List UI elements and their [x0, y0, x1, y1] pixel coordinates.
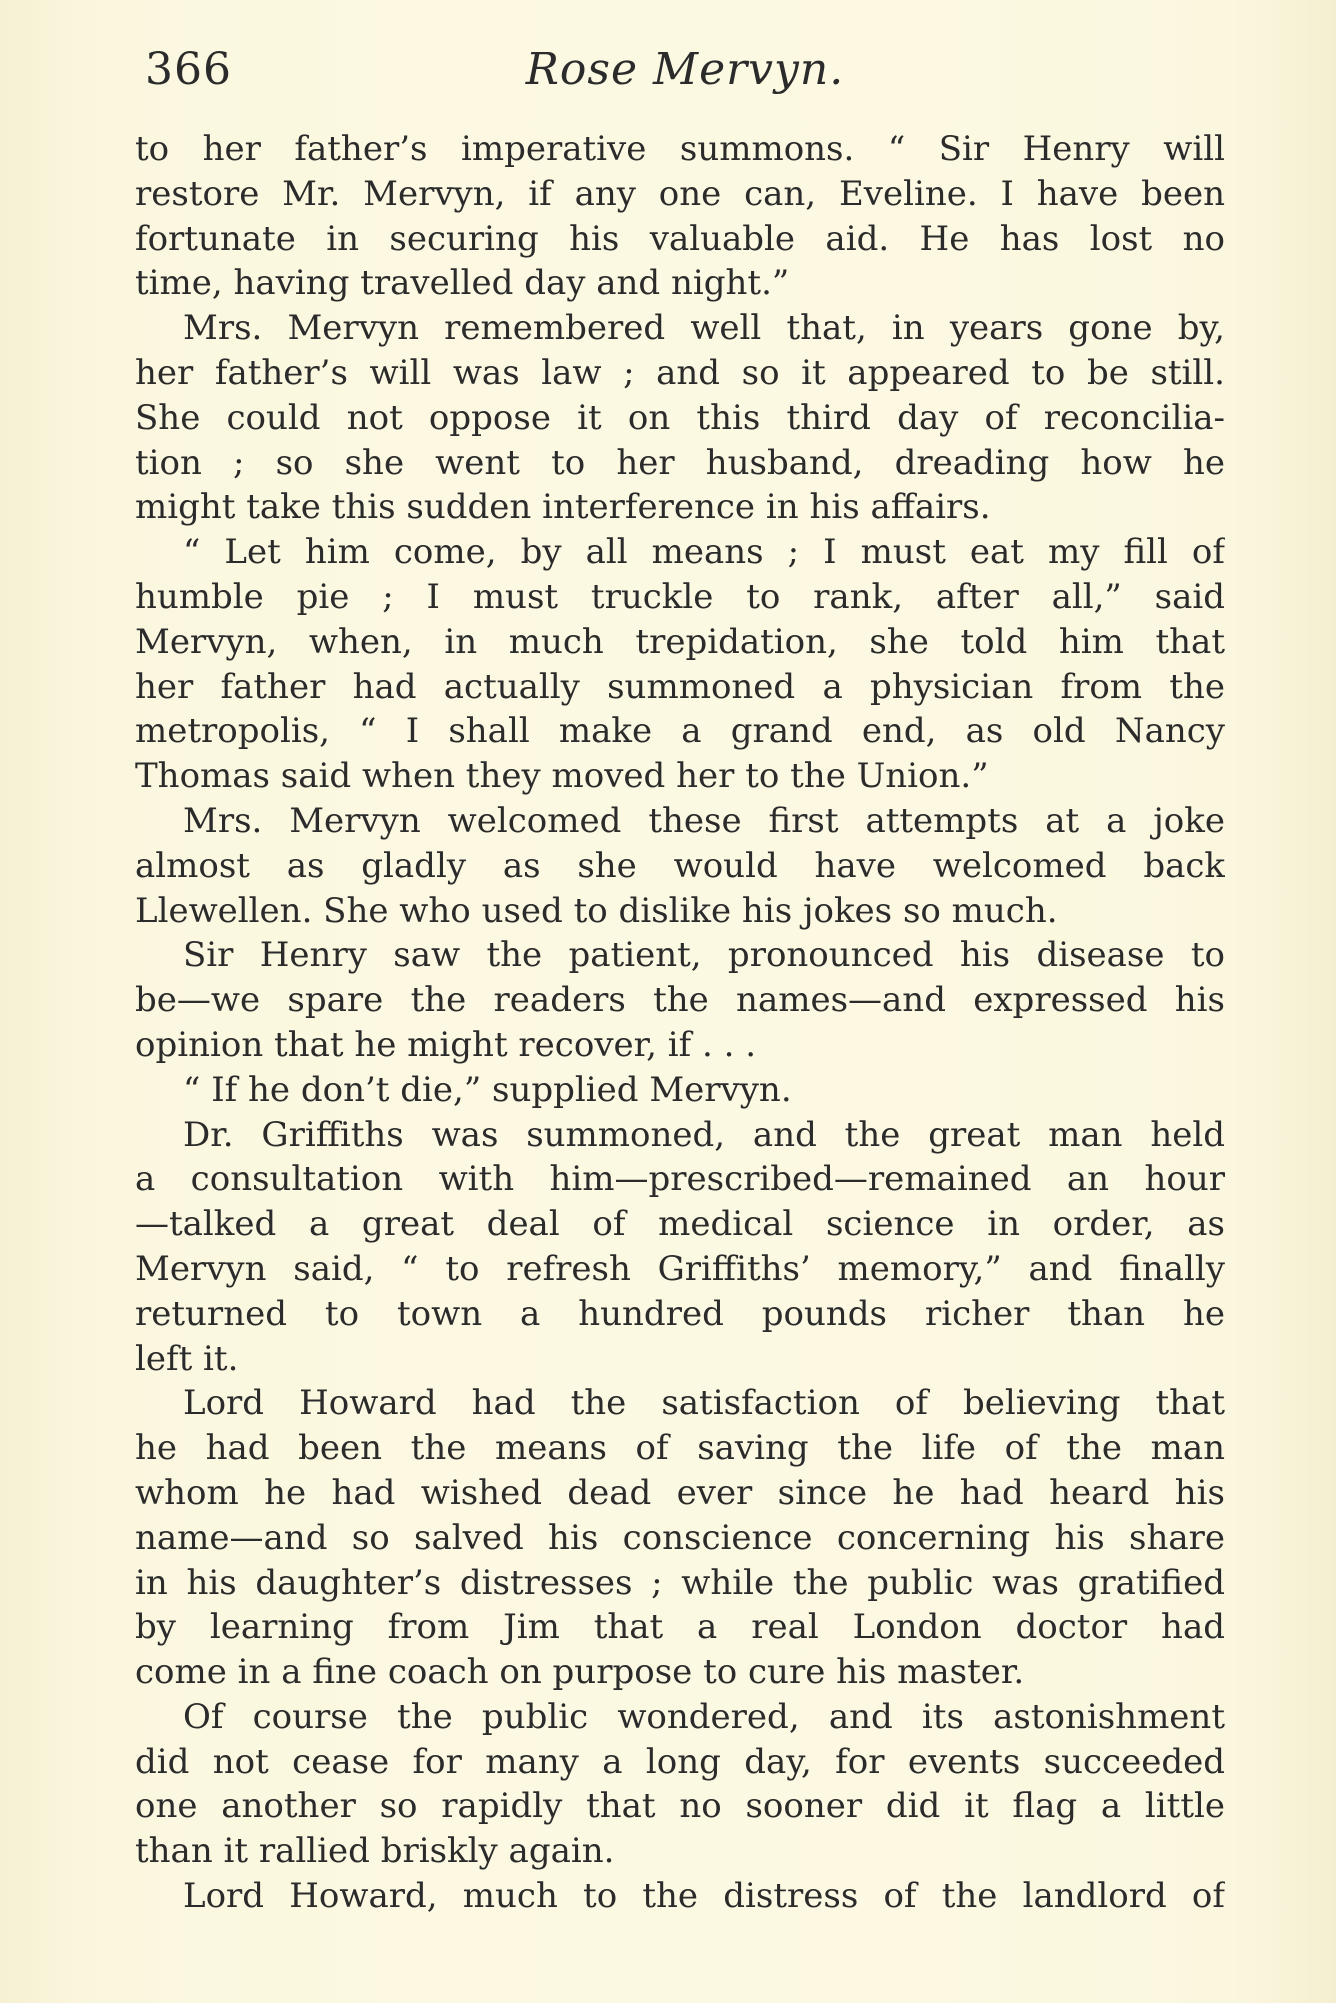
text-line: a consultation with him—prescribed—remained an hour: [135, 1159, 1225, 1200]
text-line: “ If he don’t die,” supplied Mervyn.: [183, 1069, 792, 1110]
text-line: might take this sudden interference in his affairs.: [135, 487, 991, 528]
text-line: by learning from Jim that a real London doctor had: [135, 1607, 1225, 1648]
text-line: —talked a great deal of medical science in order, as: [135, 1204, 1225, 1245]
text-line: Mrs. Mervyn remembered well that, in years gone by,: [183, 308, 1225, 349]
text-line: Mervyn said, “ to refresh Griffiths’ memory,” and finally: [135, 1248, 1225, 1289]
text-line: than it rallied briskly again.: [135, 1831, 615, 1872]
text-line: he had been the means of saving the life of the man: [135, 1428, 1225, 1469]
text-line: time, having travelled day and night.”: [135, 263, 790, 304]
text-line: Mervyn, when, in much trepidation, she told him that: [135, 621, 1225, 662]
text-line: tion ; so she went to her husband, dreading how he: [135, 442, 1225, 483]
text-line: be—we spare the readers the names—and expressed his: [135, 980, 1225, 1021]
text-line: Of course the public wondered, and its astonishment: [183, 1696, 1225, 1737]
text-line: Lord Howard had the satisfaction of believing that: [183, 1383, 1225, 1424]
text-line: did not cease for many a long day, for events succeeded: [135, 1741, 1225, 1782]
text-line: Sir Henry saw the patient, pronounced his disease to: [183, 935, 1225, 976]
body-text: [135, 127, 1225, 1919]
text-line: returned to town a hundred pounds richer than he: [135, 1293, 1225, 1334]
text-line: metropolis, “ I shall make a grand end, as old Nancy: [135, 711, 1225, 752]
text-line: Mrs. Mervyn welcomed these first attempts at a joke: [183, 800, 1225, 841]
text-line: Thomas said when they moved her to the Union.”: [135, 756, 989, 797]
text-line: name—and so salved his conscience concerning his share: [135, 1517, 1225, 1558]
text-line: come in a fine coach on purpose to cure his master.: [135, 1652, 1025, 1693]
page-number: 366: [145, 44, 232, 95]
text-line: Lord Howard, much to the distress of the landlord of: [183, 1876, 1225, 1917]
text-line: opinion that he might recover, if . . .: [135, 1024, 757, 1065]
text-line: Llewellen. She who used to dislike his jokes so much.: [135, 890, 1058, 931]
text-line: her father’s will was law ; and so it appeared to be still.: [135, 352, 1225, 393]
text-line: in his daughter’s distresses ; while the public was gratified: [135, 1562, 1225, 1603]
page-header: [145, 40, 1225, 100]
text-line: one another so rapidly that no sooner did it flag a little: [135, 1786, 1225, 1827]
text-line: Dr. Griffiths was summoned, and the great man held: [183, 1114, 1225, 1155]
text-line: left it.: [135, 1338, 239, 1379]
text-line: almost as gladly as she would have welcomed back: [135, 845, 1225, 886]
text-line: her father had actually summoned a physician from the: [135, 666, 1225, 707]
text-line: fortunate in securing his valuable aid. He has lost no: [135, 218, 1225, 259]
text-line: humble pie ; I must truckle to rank, after all,” said: [135, 576, 1225, 617]
text-line: She could not oppose it on this third day of reconcilia-: [135, 397, 1225, 438]
text-line: to her father’s imperative summons. “ Sir Henry will: [135, 129, 1225, 169]
text-line: “ Let him come, by all means ; I must eat my fill of: [183, 532, 1225, 573]
text-line: restore Mr. Mervyn, if any one can, Eveline. I have been: [135, 173, 1225, 214]
text-line: whom he had wished dead ever since he had heard his: [135, 1472, 1225, 1513]
running-title: Rose Mervyn.: [525, 44, 845, 95]
